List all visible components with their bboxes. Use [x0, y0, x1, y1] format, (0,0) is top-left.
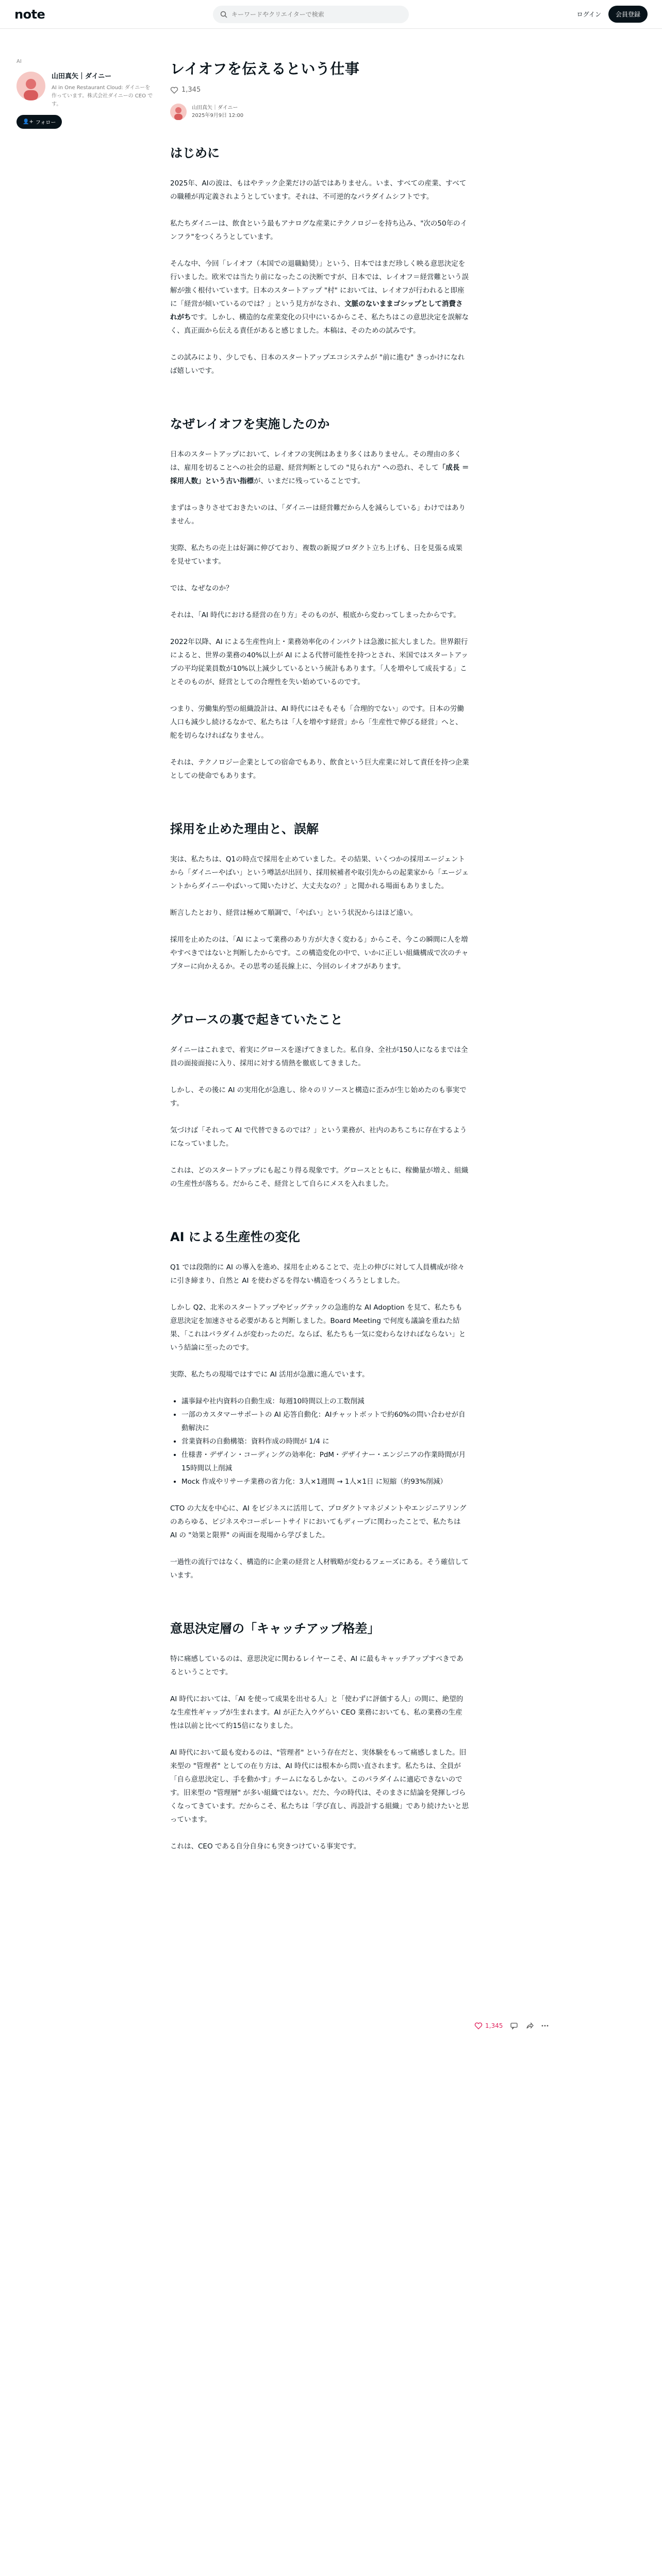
paragraph: ダイニーはこれまで、着実にグロースを遂げてきました。私自身、全社が150人になるまでは全員の面接面接に入り、採用に対する情熱を徹底してきました。 [170, 1045, 468, 1067]
follow-label: フォロー [35, 120, 56, 126]
paragraph: 実は、私たちは、Q1の時点で採用を止めていました。その結果、いくつかの採用エージェントから「ダイニーやばい」という噂話が出回り、採用候補者や取引先からの起業家から「エージェントからダイニーやばいって聞いたけど、大丈夫なの？」と聞かれる場面もありました。 [170, 855, 469, 890]
likes-row [170, 86, 469, 94]
paragraph: AI 時代において最も変わるのは、"管理者" という存在だと、実体験をもって痛感しました。旧来型の "管理者" としての在り方は、AI 時代には根本から問い直されます。私たちは、全員が「自ら意思決定し、手を動かす」チームになるしかない。このパラダイムに適応できないのです。旧来型の "管理層" が多い組織ではない。だた、今の時代は、そのまさに結論を発揮しづらくなってきています。だからこそ、私たちは「学び直し、再設計する組織」であり続けたいと思っています。 [170, 1748, 469, 1824]
list-item: • Mock 作成やリサーチ業務の省力化：3人×1週間 → 1人×1日 に短縮（約93%削減） [181, 1475, 469, 1488]
search-bar[interactable] [213, 6, 409, 23]
emphasis-text: 文脈のないままゴシップとして消費されがち [170, 299, 463, 321]
paragraph: 採用を止めたのは、「AI によって業務のあり方が大きく変わる」からこそ、今この瞬間に人を増やすべきではないと判断したからです。この構造変化の中で、いかに正しい組織構成で次のチャプターに向かえるか。その思考の延長線上に、今回のレイオフがあります。 [170, 935, 469, 971]
paragraph: 断言したとおり、経営は極めて順調で、「やばい」という状況からはほど遠い。 [170, 908, 417, 917]
author-row [170, 104, 469, 120]
avatar-illustration-icon [16, 72, 45, 100]
paragraph-text: そんな中、今回「レイオフ（本国での退職勧奨）」という、日本ではまだ珍しく映る意思決定を行いました。欧米では当たり前になったこの決断ですが、日本では、レイオフ＝経営難という誤解が強く根付いています。日本のスタートアップ "村" においては、レイオフが行われると即座に「経営が傾いているのでは？」という見方がなされ、 [170, 259, 469, 308]
paragraph: それは、「AI 時代における経営の在り方」そのものが、根底から変わってしまったからです。 [170, 611, 460, 619]
list-item: • 営業資料の自動構築：資料作成の時間が 1/4 に [181, 1435, 469, 1448]
search-input[interactable] [231, 11, 402, 18]
list-item: • 議事録や社内資料の自動生成：毎週10時間以上の工数削減 [181, 1395, 469, 1408]
section-heading: 意思決定層の「キャッチアップ格差」 [170, 1621, 380, 1636]
share-icon[interactable] [525, 2022, 534, 2030]
paragraph: 特に痛感しているのは、意思決定に関わるレイヤーこそ、AI に最もキャッチアップすべきであるということです。 [170, 1654, 464, 1676]
top-header [0, 0, 662, 29]
section-heading: AI による生産性の変化 [170, 1229, 300, 1244]
paragraph: しかし Q2、北米のスタートアップやビッグテックの急進的な AI Adoption を見て、私たちも意思決定を加速させる必要があると判断しました。Board Meeting で何度も議論を重ねた結果、「これはパラダイムが変わったのだ。ならば、私たちも一気に変わらなければならない」という結論に至ったのです。 [170, 1303, 466, 1352]
magazine-name[interactable]: AI [16, 59, 22, 64]
header-actions [577, 6, 648, 23]
publish-date: 2025年9月9日 12:00 [192, 112, 244, 118]
paragraph [170, 448, 469, 488]
paragraph: AI 時代においては、「AI を使って成果を出せる人」と「使わずに評価する人」の間に、絶望的な生産性ギャップが生まれます。AI が正た入ウゲらい CEO 業務においても、私の業務の生産性は以前と比べて約15倍になりました。 [170, 1694, 464, 1730]
paragraph: つまり、労働集約型の組織設計は、AI 時代にはそもそも「合理的でない」のです。日本の労働人口も減少し続けるなかで、私たちは「人を増やす経営」から「生産性で伸びる経営」へと、舵を切らなければなりません。 [170, 704, 464, 740]
paragraph: まずはっきりさせておきたいのは、「ダイニーは経営難だから人を減らしている」わけではありません。 [170, 503, 466, 526]
creator-bio: AI in One Restaurant Cloud: ダイニーを作っています。株式会社ダイニーの CEO です。 [52, 84, 153, 107]
paragraph: 実際、私たちの現場ではすでに AI 活用が急激に進んでいます。 [170, 1370, 369, 1379]
section-heading: はじめに [170, 145, 220, 160]
paragraph: 2025年、AIの波は、もはやテック企業だけの話ではありません。いま、すべての産業、すべての職種が再定義されようとしています。それは、不可逆的なパラダイムシフトです。 [170, 179, 467, 201]
section-heading: グロースの裏で起きていたこと [170, 1012, 343, 1027]
creator-info [52, 72, 155, 109]
list-item: • 仕様書・デザイン・コーディングの効率化：PdM・デザイナー・エンジニアの作業時間が月15時間以上削減 [181, 1448, 469, 1475]
emphasis-text: 「成長 ＝ 採用人数」という古い指標 [170, 463, 469, 485]
paragraph-text: 日本のスタートアップにおいて、レイオフの実例はあまり多くはありません。その理由の多くは、雇用を切ることへの社会的忌避、経営判断としての "見られ方" への恐れ、そして [170, 450, 461, 472]
list-item: • 一部のカスタマーサポートの AI 応答自動化：AIチャットボットで約60%の問い合わせが自動解決に [181, 1408, 469, 1435]
bullet-list [181, 1395, 469, 1488]
paragraph: これは、CEO である自分自身にも突きつけている事実です。 [170, 1842, 361, 1851]
paragraph: この試みにより、少しでも、日本のスタートアップエコシステムが "前に進む" きっかけになれば嬉しいです。 [170, 353, 465, 375]
search-icon [220, 11, 227, 18]
creator-avatar[interactable] [16, 72, 45, 100]
heart-icon[interactable] [170, 86, 178, 94]
floating-actions [474, 2022, 549, 2030]
paragraph: 一過性の流行ではなく、構造的に企業の経営と人材戦略が変わるフェーズにある。そう確信しています。 [170, 1557, 469, 1580]
author-avatar-icon [170, 104, 187, 120]
paragraph: 2022年以降、AI による生産性向上・業務効率化のインパクトは急激に拡大しました。世界銀行によると、世界の業務の40%以上が AI による代替可能性を持つとされ、米国ではスタートアップの平均従業員数が10%以上減少しているという統計もあります。「人を増やして成長する」ことそのものが、経営としての合理性を失い始めているのです。 [170, 637, 468, 686]
login-link[interactable]: ログイン [576, 11, 601, 18]
paragraph: CTO の大友を中心に、AI をビジネスに活用して、プロダクトマネジメントやエンジニアリングのあらゆる、ビジネスやコーポレートサイドにおいてもディープに関わったことで、私たちは AI の "効果と限界" の両面を現場から学びました。 [170, 1504, 467, 1539]
page-layout [0, 29, 662, 2029]
article-title: レイオフを伝えるという仕事 [170, 60, 360, 77]
floating-like-button[interactable] [474, 2022, 503, 2030]
paragraph: 気づけば「それって AI で代替できるのでは？」という業務が、社内のあちこちに存在するようになっていました。 [170, 1126, 467, 1148]
paragraph: 実際、私たちの売上は好調に伸びており、複数の新規プロダクト立ち上げも、日を見張る成果を見せています。 [170, 544, 462, 566]
more-icon[interactable] [541, 2022, 549, 2030]
author-meta [192, 104, 243, 120]
paragraph-text: です。しかし、構造的な産業変化の只中にいるからこそ、私たちはこの意思決定を誤解なく、真正面から伝える責任があると感じました。本稿は、そのための試みです。 [170, 313, 469, 335]
follow-button[interactable] [16, 115, 62, 129]
paragraph [170, 257, 469, 337]
paragraph: 私たちダイニーは、飲食という最もアナログな産業にテクノロジーを持ち込み、"次の50年のインフラ"をつくろうとしています。 [170, 219, 468, 241]
signup-button[interactable]: 会員登録 [608, 6, 648, 23]
author-name[interactable]: 山田真矢｜ダイニー [192, 105, 238, 111]
note-logo[interactable]: note [14, 7, 45, 22]
section-heading: 採用を止めた理由と、誤解 [170, 821, 319, 836]
section-heading: なぜレイオフを実施したのか [170, 416, 330, 431]
creator-name[interactable]: 山田真矢｜ダイニー [52, 73, 112, 80]
paragraph: では、なぜなのか？ [170, 584, 233, 592]
heart-icon [474, 2022, 483, 2030]
article-body [170, 144, 469, 1853]
comment-icon[interactable] [510, 2022, 518, 2030]
paragraph: しかし、その後に AI の実用化が急進し、徐々のリソースと構造に歪みが生じ始めたのも事実です。 [170, 1086, 467, 1108]
like-count: 1,345 [181, 86, 201, 94]
add-user-icon: 👤+ [23, 118, 34, 125]
paragraph: これは、どのスタートアップにも起こり得る現象です。グロースとともに、稼働量が増え、組織の生産性が落ちる。だからこそ、経営として自らにメスを入れました。 [170, 1166, 469, 1188]
paragraph: Q1 では段階的に AI の導入を進め、採用を止めることで、売上の伸びに対して人員構成が徐々に引き締まり、自然と AI を使わざるを得ない構造をつくろうとしました。 [170, 1263, 465, 1285]
article-main [170, 59, 469, 1867]
paragraph: それは、テクノロジー企業としての宿命でもあり、飲食という巨大産業に対して責任を持つ企業としての使命でもあります。 [170, 758, 469, 780]
right-rail [469, 59, 662, 2029]
floating-like-count: 1,345 [485, 2022, 503, 2029]
creator-card [16, 72, 170, 109]
paragraph-text: が、いまだに残っていることです。 [254, 477, 365, 485]
author-avatar[interactable] [170, 104, 187, 120]
creator-sidebar [0, 59, 170, 1867]
